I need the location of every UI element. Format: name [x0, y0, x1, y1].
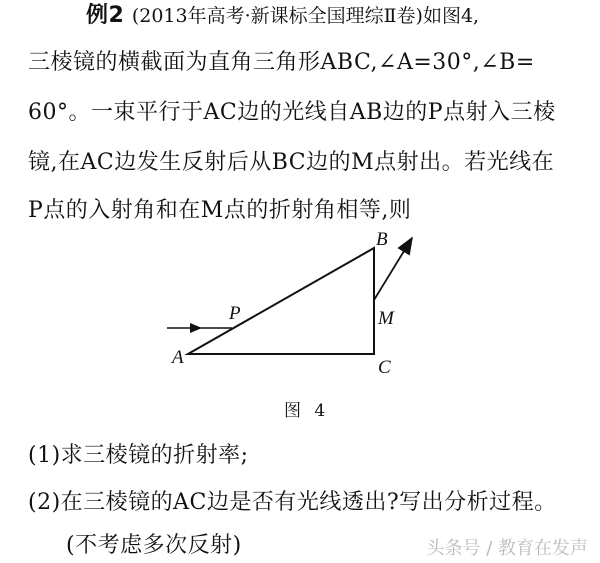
- label-a: A: [172, 347, 184, 368]
- problem-line-3: 镜,在AC边发生反射后从BC边的M点射出。若光线在: [28, 150, 555, 175]
- label-m: M: [378, 308, 394, 329]
- label-b: B: [376, 229, 388, 250]
- figure-caption: 图 4: [284, 401, 330, 421]
- problem-line-1: 三棱镜的横截面为直角三角形ABC,∠A=30°,∠B=: [28, 50, 535, 75]
- incident-arrow-icon: [190, 323, 202, 333]
- question-2: (2)在三棱镜的AC边是否有光线透出?写出分析过程。: [28, 490, 557, 515]
- problem-line-2: 60°。一束平行于AC边的光线自AB边的P点射入三棱: [28, 100, 556, 125]
- question-note: (不考虑多次反射): [66, 533, 242, 558]
- triangle-abc: [188, 248, 374, 354]
- watermark: 头条号 / 教育在发声: [426, 538, 588, 559]
- label-c: C: [378, 357, 391, 378]
- problem-source: (2013年高考·新课标全国理综Ⅱ卷)如图4,: [131, 5, 480, 27]
- question-1: (1)求三棱镜的折射率;: [28, 443, 249, 468]
- problem-line-4: P点的入射角和在M点的折射角相等,则: [28, 198, 412, 223]
- label-p: P: [229, 303, 241, 324]
- problem-label: 例2: [86, 3, 125, 28]
